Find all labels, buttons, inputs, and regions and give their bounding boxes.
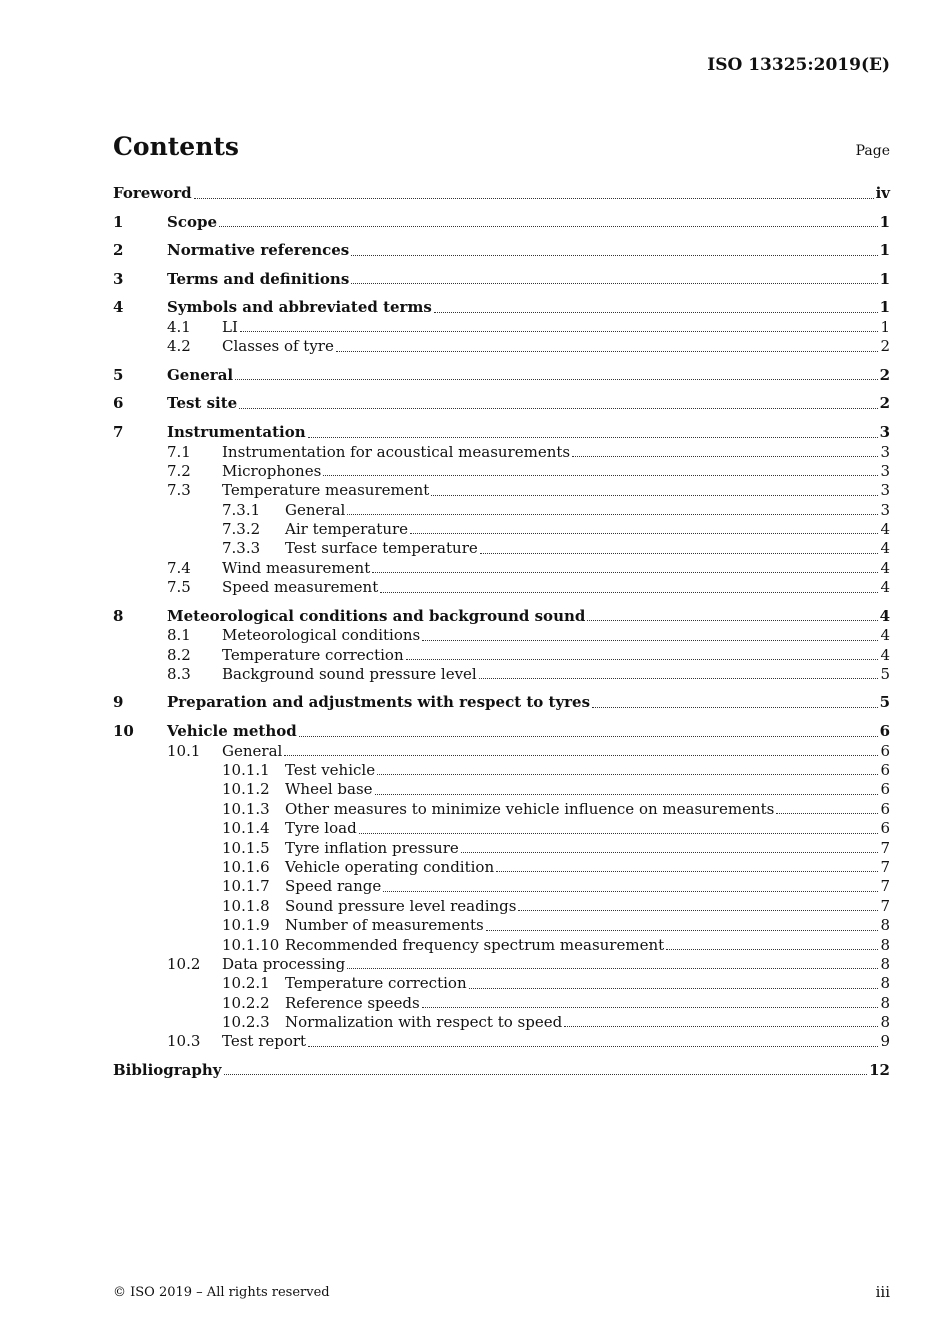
toc-entry-title[interactable]: General <box>285 500 346 519</box>
toc-entry-title[interactable]: Recommended frequency spectrum measurement <box>285 935 665 954</box>
toc-entry-page[interactable]: 8 <box>880 954 890 973</box>
toc-entry-title[interactable]: General <box>222 741 283 760</box>
toc-entry-page[interactable]: 4 <box>880 520 890 539</box>
toc-entry[interactable] <box>113 559 890 578</box>
toc-entry-number: 10.2.3 <box>222 1013 270 1032</box>
toc-entry-title[interactable]: Test surface temperature <box>285 539 478 558</box>
toc-dot-leader <box>336 351 879 352</box>
contents-title: Contents <box>113 132 240 161</box>
toc-dot-leader <box>240 331 879 332</box>
toc-dot-leader <box>422 640 878 641</box>
toc-dot-leader <box>323 475 878 476</box>
toc-entry-title[interactable]: Normative references <box>167 241 350 260</box>
toc-entry[interactable] <box>113 626 890 645</box>
toc-dot-leader <box>410 533 878 534</box>
toc-dot-leader <box>224 1074 868 1075</box>
toc-dot-leader <box>434 312 878 313</box>
toc-dot-leader <box>239 408 877 409</box>
toc-entry-number: 7 <box>113 422 124 441</box>
toc-entry-page[interactable]: 8 <box>880 993 890 1012</box>
toc-entry-title[interactable]: General <box>167 365 234 384</box>
toc-dot-leader <box>284 755 878 756</box>
toc-entry-title[interactable]: Sound pressure level readings <box>285 896 517 915</box>
toc-entry-title[interactable]: Wind measurement <box>222 558 371 577</box>
toc-dot-leader <box>461 852 879 853</box>
toc-entry-number: 4.2 <box>167 337 191 356</box>
toc-entry-number: 8.1 <box>167 626 191 645</box>
toc-entry-title[interactable]: Temperature correction <box>285 974 467 993</box>
toc-dot-leader <box>219 226 878 227</box>
toc-dot-leader <box>359 833 879 834</box>
toc-entry[interactable] <box>113 462 890 481</box>
toc-entry-title[interactable]: Bibliography <box>113 1060 222 1079</box>
toc-entry-page[interactable]: 2 <box>879 365 890 384</box>
toc-entry-page[interactable]: 8 <box>880 974 890 993</box>
toc-entry-page[interactable]: 5 <box>880 665 890 684</box>
toc-dot-leader <box>496 871 878 872</box>
toc-dot-leader <box>422 1007 879 1008</box>
page-number: iii <box>875 1283 890 1301</box>
toc-entry-number: 7.3 <box>167 481 191 500</box>
toc-entry[interactable] <box>113 241 890 261</box>
toc-dot-leader <box>383 891 878 892</box>
toc-entry-number: 6 <box>113 394 124 413</box>
toc-entry-title[interactable]: Speed range <box>285 877 382 896</box>
toc-entry-page[interactable]: 8 <box>880 1013 890 1032</box>
toc-entry[interactable] <box>113 394 890 414</box>
toc-dot-leader <box>666 949 878 950</box>
toc-dot-leader <box>486 930 879 931</box>
toc-entry-page[interactable]: 7 <box>880 838 890 857</box>
toc-dot-leader <box>480 553 879 554</box>
toc-entry-number: 1 <box>113 212 124 231</box>
toc-entry-number: 10.1 <box>167 741 201 760</box>
toc-dot-leader <box>347 514 878 515</box>
toc-entry[interactable] <box>113 423 890 443</box>
toc-entry-number: 7.2 <box>167 461 191 480</box>
toc-entry-title[interactable]: Temperature measurement <box>222 481 430 500</box>
toc-entry-title[interactable]: Symbols and abbreviated terms <box>167 298 432 317</box>
toc-entry-title[interactable]: Test vehicle <box>285 761 376 779</box>
toc-entry-page[interactable]: 1 <box>879 212 890 231</box>
toc-entry-title[interactable]: Test report <box>222 1032 307 1051</box>
toc-entry[interactable] <box>113 955 890 974</box>
toc-entry-page[interactable]: 1 <box>879 298 890 317</box>
document-id: ISO 13325:2019(E) <box>707 55 890 75</box>
toc-entry-page[interactable]: 1 <box>879 269 890 288</box>
toc-entry-title[interactable]: Vehicle operating condition <box>285 857 495 876</box>
toc-entry-page[interactable]: 4 <box>880 578 890 597</box>
toc-entry-page[interactable]: 9 <box>880 1032 890 1051</box>
toc-entry-title[interactable]: Tyre load <box>285 819 357 838</box>
toc-entry-title[interactable]: Preparation and adjustments with respect to tyres <box>167 693 591 712</box>
toc-entry-page[interactable]: 5 <box>879 693 890 712</box>
toc-dot-leader <box>587 620 877 621</box>
toc-entry[interactable] <box>113 819 890 838</box>
toc-entry-title[interactable]: Other measures to minimize vehicle influence on measurements <box>285 799 775 818</box>
toc-entry-number: 7.5 <box>167 578 191 597</box>
toc-entry-number: 10.1.7 <box>222 877 270 896</box>
toc-entry-title[interactable]: Foreword <box>113 184 192 202</box>
toc-dot-leader <box>406 659 879 660</box>
toc-entry-page[interactable]: iv <box>875 184 890 202</box>
toc-entry[interactable] <box>113 994 890 1013</box>
toc-entry[interactable] <box>113 897 890 916</box>
toc-entry-number: 7.4 <box>167 558 191 577</box>
toc-entry-page[interactable]: 4 <box>880 539 890 558</box>
toc-entry-number: 2 <box>113 241 124 260</box>
toc-entry-page[interactable]: 4 <box>880 558 890 577</box>
toc-entry[interactable] <box>113 443 890 462</box>
toc-entry-page[interactable]: 7 <box>880 896 890 915</box>
toc-entry-title[interactable]: Background sound pressure level <box>222 665 477 684</box>
toc-entry-page[interactable]: 6 <box>880 780 890 799</box>
toc-entry[interactable] <box>113 646 890 665</box>
toc-entry-title[interactable]: Reference speeds <box>285 993 420 1012</box>
toc-entry-title[interactable]: Meteorological conditions <box>222 626 421 645</box>
toc-entry-page[interactable]: 4 <box>880 645 890 664</box>
toc-dot-leader <box>351 283 877 284</box>
toc-entry-page[interactable]: 6 <box>880 761 890 779</box>
toc-entry-title[interactable]: Number of measurements <box>285 916 484 935</box>
toc-entry-title[interactable]: Meteorological conditions and background sound <box>167 606 586 625</box>
toc-entry-page[interactable]: 3 <box>880 500 890 519</box>
toc-entry-title[interactable]: Microphones <box>222 461 322 480</box>
toc-entry[interactable] <box>113 298 890 318</box>
toc-entry[interactable] <box>113 665 890 684</box>
toc-entry[interactable] <box>113 800 890 819</box>
toc-entry-title[interactable]: Instrumentation <box>167 422 306 441</box>
toc-entry-page[interactable]: 6 <box>880 799 890 818</box>
toc-entry[interactable] <box>113 877 890 896</box>
toc-entry-number: 8.2 <box>167 645 191 664</box>
toc-dot-leader <box>564 1026 878 1027</box>
toc-dot-leader <box>308 437 878 438</box>
toc-entry[interactable] <box>113 184 890 204</box>
toc-entry-page[interactable]: 3 <box>880 442 890 461</box>
toc-entry-page[interactable]: 7 <box>880 857 890 876</box>
toc-entry-title[interactable]: Temperature correction <box>222 645 404 664</box>
toc-entry-number: 10.1.4 <box>222 819 270 838</box>
toc-entry[interactable] <box>113 974 890 993</box>
toc-dot-leader <box>469 988 879 989</box>
toc-entry-number: 10 <box>113 722 134 741</box>
toc-dot-leader <box>377 774 878 775</box>
toc-entry[interactable] <box>113 539 890 558</box>
toc-entry[interactable] <box>113 916 890 935</box>
toc-entry-title[interactable]: Wheel base <box>285 780 373 799</box>
toc-entry-page[interactable]: 6 <box>880 819 890 838</box>
toc-entry-page[interactable]: 6 <box>879 722 890 741</box>
toc-entry-number: 10.1.9 <box>222 916 270 935</box>
toc-dot-leader <box>479 678 879 679</box>
toc-dot-leader <box>380 592 878 593</box>
toc-entry-number: 5 <box>113 365 124 384</box>
toc-dot-leader <box>431 495 878 496</box>
toc-dot-leader <box>572 456 878 457</box>
toc-entry-title[interactable]: Tyre inflation pressure <box>285 838 459 857</box>
toc-entry-title[interactable]: Vehicle method <box>167 722 297 741</box>
toc-dot-leader <box>351 255 877 256</box>
toc-dot-leader <box>375 794 879 795</box>
toc-entry[interactable] <box>113 839 890 858</box>
toc-entry[interactable] <box>113 270 890 290</box>
toc-entry[interactable] <box>113 742 890 761</box>
toc-entry-number: 10.1.2 <box>222 780 270 799</box>
toc-entry-number: 7.1 <box>167 442 191 461</box>
page-column-label: Page <box>855 143 890 159</box>
toc-entry[interactable] <box>113 337 890 356</box>
toc-dot-leader <box>308 1046 878 1047</box>
toc-entry-number: 9 <box>113 693 124 712</box>
toc-entry[interactable] <box>113 520 890 539</box>
toc-entry-number: 10.1.8 <box>222 896 270 915</box>
toc-entry-number: 10.1.3 <box>222 799 270 818</box>
toc-entry[interactable] <box>113 501 890 520</box>
toc-entry[interactable] <box>113 607 890 627</box>
toc-dot-leader <box>518 910 878 911</box>
toc-entry-page[interactable]: 3 <box>880 481 890 500</box>
toc-entry-title[interactable]: Scope <box>167 212 218 231</box>
toc-entry-title[interactable]: Classes of tyre <box>222 337 334 356</box>
toc-entry-number: 10.1.6 <box>222 857 270 876</box>
toc-entry[interactable] <box>113 366 890 386</box>
toc-entry-page[interactable]: 1 <box>879 241 890 260</box>
toc-entry-title[interactable]: Instrumentation for acoustical measurements <box>222 442 571 461</box>
toc-entry-page[interactable]: 3 <box>879 422 890 441</box>
toc-entry-number: 10.3 <box>167 1032 201 1051</box>
toc-entry-title[interactable]: LI <box>222 317 238 336</box>
toc-dot-leader <box>592 707 878 708</box>
toc-entry-title[interactable]: Normalization with respect to speed <box>285 1013 563 1032</box>
toc-entry-page[interactable]: 12 <box>869 1060 890 1079</box>
toc-entry-number: 8 <box>113 606 124 625</box>
toc-entry[interactable] <box>113 722 890 742</box>
toc-dot-leader <box>194 198 874 199</box>
toc-entry-number: 4 <box>113 298 124 317</box>
toc-entry-number: 4.1 <box>167 317 191 336</box>
toc-entry[interactable] <box>113 1013 890 1032</box>
toc-entry[interactable] <box>113 1032 890 1051</box>
toc-entry[interactable] <box>113 936 890 955</box>
toc-entry-number: 10.1.10 <box>222 935 280 954</box>
toc-entry-title[interactable]: Air temperature <box>285 520 409 539</box>
toc-entry-page[interactable]: 3 <box>880 461 890 480</box>
toc-entry-number: 10.2 <box>167 954 201 973</box>
toc-dot-leader <box>235 379 877 380</box>
toc-entry-page[interactable]: 2 <box>879 394 890 413</box>
toc-entry-number: 7.3.3 <box>222 539 261 558</box>
toc-entry-number: 3 <box>113 269 124 288</box>
toc-entry[interactable] <box>113 693 890 713</box>
copyright-notice: © ISO 2019 – All rights reserved <box>113 1285 330 1300</box>
toc-entry-title[interactable]: Terms and definitions <box>167 269 350 288</box>
toc-entry-title[interactable]: Test site <box>167 394 238 413</box>
toc-entry-title[interactable]: Speed measurement <box>222 578 379 597</box>
toc-entry[interactable] <box>113 213 890 233</box>
toc-entry[interactable] <box>113 318 890 337</box>
toc-entry-number: 10.1.1 <box>222 761 270 779</box>
table-of-contents <box>113 184 890 1080</box>
toc-entry-page[interactable]: 8 <box>880 916 890 935</box>
toc-entry-page[interactable]: 8 <box>880 935 890 954</box>
toc-entry[interactable] <box>113 481 890 500</box>
toc-entry-number: 8.3 <box>167 665 191 684</box>
toc-entry-number: 10.2.1 <box>222 974 270 993</box>
toc-entry[interactable] <box>113 761 890 780</box>
toc-entry-page[interactable]: 2 <box>880 337 890 356</box>
toc-entry-number: 7.3.2 <box>222 520 261 539</box>
toc-entry-page[interactable]: 6 <box>880 741 890 760</box>
toc-entry[interactable] <box>113 578 890 597</box>
toc-dot-leader <box>372 572 878 573</box>
toc-entry-number: 10.2.2 <box>222 993 270 1012</box>
toc-entry[interactable] <box>113 780 890 799</box>
toc-entry-number: 7.3.1 <box>222 500 261 519</box>
toc-dot-leader <box>347 968 878 969</box>
toc-entry-page[interactable]: 4 <box>880 626 890 645</box>
toc-entry-page[interactable]: 1 <box>880 317 890 336</box>
toc-entry-title[interactable]: Data processing <box>222 954 346 973</box>
toc-entry-page[interactable]: 4 <box>879 606 890 625</box>
toc-dot-leader <box>299 736 878 737</box>
toc-dot-leader <box>776 813 878 814</box>
toc-entry[interactable] <box>113 858 890 877</box>
toc-entry[interactable] <box>113 1061 890 1081</box>
toc-entry-number: 10.1.5 <box>222 838 270 857</box>
toc-entry-page[interactable]: 7 <box>880 877 890 896</box>
